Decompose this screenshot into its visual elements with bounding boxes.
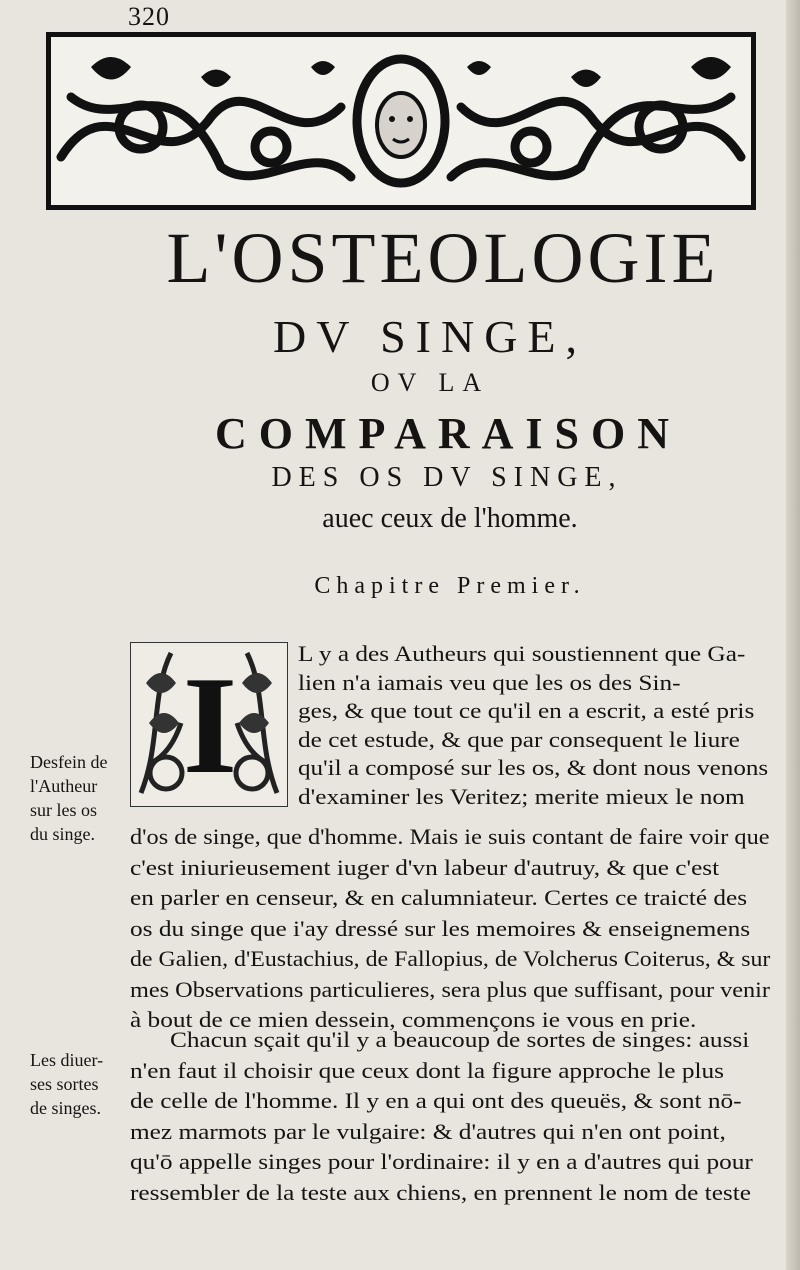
body-line: qu'il a composé sur les os, & dont nous venons [298,755,769,780]
margin-line: ses sortes [30,1074,99,1094]
body-line: mes Observations particulieres, sera plus que suffisant, pour venir [130,976,771,1002]
body-line: ges, & que tout ce qu'il en a escrit, a esté pris [298,698,755,723]
page-edge [786,0,800,1270]
body-line: d'os de singe, que d'homme. Mais ie suis contant de faire voir que [130,824,770,849]
title-line-3: OV LA [370,368,490,397]
body-line: mez marmots par le vulgaire: & d'autres qui n'en ont point, [130,1118,726,1144]
body-line: ressembler de la teste aux chiens, en prennent le nom de teste [130,1179,752,1205]
body-line: de celle de l'homme. Il y en a qui ont des queuës, & sont nō- [130,1088,742,1113]
title-line-2: DV SINGE, [272,311,588,362]
body-line: c'est iniurieusement iuger d'vn labeur d'autruy, & que c'est [130,854,720,880]
margin-note-2 [30,1048,103,1120]
title-main: L'OSTEOLOGIE [166,218,720,298]
margin-line: l'Autheur [30,776,98,796]
margin-note-1 [30,750,107,846]
margin-line: Desfein de [30,752,108,772]
drop-cap-box [130,642,288,807]
body-line: de Galien, d'Eustachius, de Fallopius, de Volcherus Coiterus, & sur [130,946,771,971]
body-line: qu'ō appelle singes pour l'ordinaire: il y en a d'autres qui pour [130,1149,753,1174]
body-line: Chacun sçait qu'il y a beaucoup de sortes de singes: aussi [170,1027,750,1052]
body-line: L y a des Autheurs qui soustiennent que Ga- [298,641,746,666]
body-line: n'en faut il choisir que ceux dont la figure approche le plus [130,1057,725,1083]
body-line: en parler en censeur, & en calumniateur. Certes ce traicté des [130,885,748,910]
chapter-heading: Chapitre Premier. [314,573,586,599]
margin-line: sur les os [30,800,97,820]
ornament-icon [51,37,751,205]
body-line: os du singe que i'ay dressé sur les memoires & enseignemens [130,915,751,941]
page-number: 320 [128,2,170,31]
drop-cap-letter: I [182,648,238,803]
title-line-5: DES OS DV SINGE, [271,462,623,493]
body-line: lien n'a iamais veu que les os des Sin- [298,669,681,695]
body-line: de cet estude, & que par consequent le liure [298,726,740,752]
body-line: d'examiner les Veritez; merite mieux le nom [298,783,745,809]
ornamental-headpiece [46,32,756,210]
margin-line: Les diuer- [30,1050,104,1070]
title-line-4: COMPARAISON [214,409,682,458]
margin-line: de singes. [30,1098,101,1118]
title-line-6: auec ceux de l'homme. [322,503,578,534]
margin-line: du singe. [30,824,95,844]
body-line: à bout de ce mien dessein, commençons ie vous en prie. [130,1007,697,1032]
